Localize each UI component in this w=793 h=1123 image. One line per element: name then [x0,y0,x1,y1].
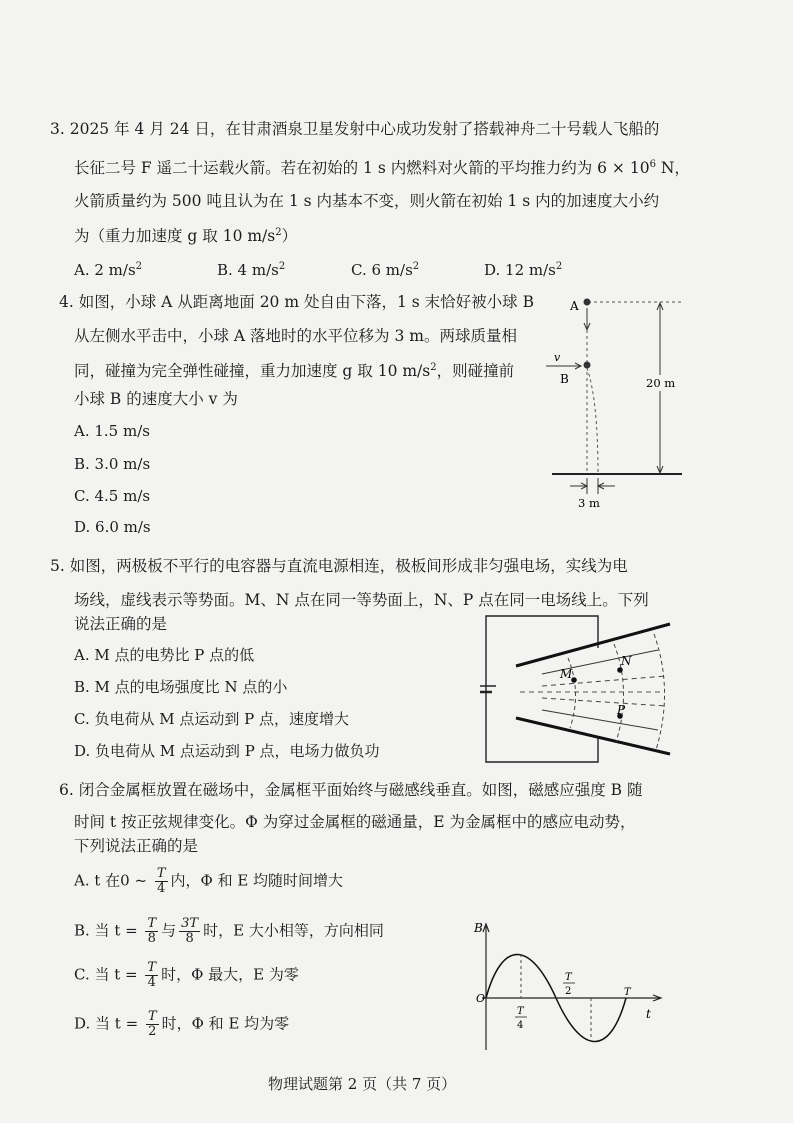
q3-line-2 [74,154,690,179]
fraction-numerator: 3T [181,916,199,931]
q5-capacitor-figure [480,610,690,775]
q3-line-3: 火箭质量约为 500 吨且认为在 1 s 内基本不变，则火箭在初始 1 s 内的加速度大小约 [74,192,660,210]
quarter-period-den: 4 [517,1020,524,1031]
q4-g-exponent: 2 [430,362,437,373]
q6-option-c [74,961,299,990]
point-n-label: N [621,654,632,668]
q3-line-4 [74,222,297,247]
ball-a-trajectory [587,368,598,474]
q4-option-d: D. 6.0 m/s [74,518,151,536]
q6-option-c-pre: C. 当 t = [74,965,143,984]
q3-option-a [74,256,142,281]
q5-line-1: 5. 如图，两极板不平行的电容器与直流电源相连，极板间形成非匀强电场，实线为电 [50,557,628,575]
q6-b-t-graph [470,920,670,1055]
q3-option-d-text: D. 12 m/s [484,261,556,279]
q3-line-1: 3. 2025 年 4 月 24 日，在甘肃酒泉卫星发射中心成功发射了搭载神舟二十号载人飞船的 [50,120,660,138]
q6-option-b-pre: B. 当 t = [74,921,143,940]
fraction-denominator: 8 [147,931,156,946]
q3-option-a-exp: 2 [135,261,143,272]
q6-option-b [74,917,384,946]
point-m-label: M [560,667,573,681]
distance-label: 3 m [578,496,600,510]
q4-line-3 [74,357,514,382]
q4-line-3-tail: ，则碰撞前 [436,362,515,381]
ball-a [584,299,591,306]
q6-option-b-mid: 与 [161,921,177,940]
fraction-t-2 [146,1010,159,1039]
q6-option-c-post: 时，Φ 最大，E 为零 [161,965,299,984]
ball-a-label: A [570,299,579,313]
q3-option-d-exp: 2 [555,261,563,272]
q4-line-2: 从左侧水平击中，小球 A 落地时的水平位移为 3 m。两球质量相 [74,327,517,345]
q3-option-d [484,256,562,281]
q3-option-b [217,256,285,281]
full-period-label: T [624,987,631,998]
fraction-denominator: 8 [185,931,194,946]
x-axis-label: t [646,1007,651,1021]
q3-option-a-text: A. 2 m/s [74,261,136,279]
fraction-t-4 [155,867,168,896]
y-axis-label: B [474,921,483,935]
q5-option-a: A. M 点的电势比 P 点的低 [74,646,255,664]
q3-line-4-text: 为（重力加速度 g 取 10 m/s [74,227,276,246]
fraction-denominator: 4 [157,881,166,896]
q3-line-2-text: 长征二号 F 遥二十运载火箭。若在初始的 1 s 内燃料对火箭的平均推力约为 6 × 10 [74,159,650,178]
ball-b-label: B [560,372,569,386]
q4-line-3-text: 同，碰撞为完全弹性碰撞，重力加速度 g 取 10 m/s [74,362,431,381]
height-label: 20 m [646,376,676,390]
point-n [617,667,623,673]
point-p-label: P [617,703,626,717]
circuit-wire [486,616,598,762]
q4-figure [540,290,690,515]
q3-thrust-unit: N， [655,159,690,178]
q5-option-b: B. M 点的电场强度比 N 点的小 [74,678,288,696]
q4-option-c: C. 4.5 m/s [74,487,151,505]
q6-option-d-pre: D. 当 t = [74,1014,143,1033]
q4-option-b: B. 3.0 m/s [74,455,151,473]
fraction-t-8 [145,917,158,946]
q3-option-c [351,256,419,281]
quarter-period-num: T [517,1006,524,1017]
q5-option-d: D. 负电荷从 M 点运动到 P 点，电场力做负功 [74,742,380,760]
fraction-numerator: T [147,960,157,975]
q6-option-d [74,1010,289,1039]
q6-option-b-post: 时，E 大小相等，方向相同 [203,921,384,940]
q5-line-2: 场线，虚线表示等势面。M、N 点在同一等势面上，N、P 点在同一电场线上。下列 [74,591,649,609]
half-period-num: T [565,972,572,983]
half-period-den: 2 [565,986,572,997]
fraction-numerator: T [156,866,166,881]
q3-g-close: ） [281,227,298,246]
fraction-numerator: T [147,916,157,931]
fraction-denominator: 2 [148,1024,157,1039]
q3-option-c-text: C. 6 m/s [351,261,413,279]
upper-plate [516,624,670,666]
q3-g-exponent: 2 [275,227,282,238]
q4-option-a: A. 1.5 m/s [74,422,150,440]
fraction-denominator: 4 [147,975,156,990]
origin-label: O [476,992,486,1005]
q6-line-1: 6. 闭合金属框放置在磁场中，金属框平面始终与磁感线垂直。如图，磁感应强度 B 随 [59,781,643,799]
q3-thrust-exponent: 6 [649,159,656,170]
fraction-3t-8 [179,917,200,946]
q4-line-1: 4. 如图，小球 A 从距离地面 20 m 处自由下落，1 s 末恰好被小球 B [59,293,534,311]
fraction-t-4 [145,961,158,990]
q6-line-2: 时间 t 按正弦规律变化。Φ 为穿过金属框的磁通量，E 为金属框中的感应电动势， [74,813,636,831]
page-footer: 物理试题第 2 页（共 7 页） [268,1075,457,1093]
q3-option-c-exp: 2 [412,261,420,272]
q5-line-3: 说法正确的是 [74,615,168,633]
q6-option-a-pre: A. t 在0 ~ [74,871,152,890]
q3-option-b-exp: 2 [278,261,286,272]
field-line [542,698,666,706]
ball-b [584,362,591,369]
q4-line-4: 小球 B 的速度大小 v 为 [74,390,238,408]
q3-option-b-text: B. 4 m/s [217,261,279,279]
velocity-label: v [554,351,561,364]
fraction-numerator: T [147,1009,157,1024]
q6-line-3: 下列说法正确的是 [74,837,199,855]
q5-option-c: C. 负电荷从 M 点运动到 P 点，速度增大 [74,710,350,728]
q6-option-a [74,867,343,896]
lower-plate [516,718,670,754]
q6-option-d-post: 时，Φ 和 E 均为零 [161,1014,290,1033]
q6-option-a-post: 内，Φ 和 E 均随时间增大 [170,871,344,890]
